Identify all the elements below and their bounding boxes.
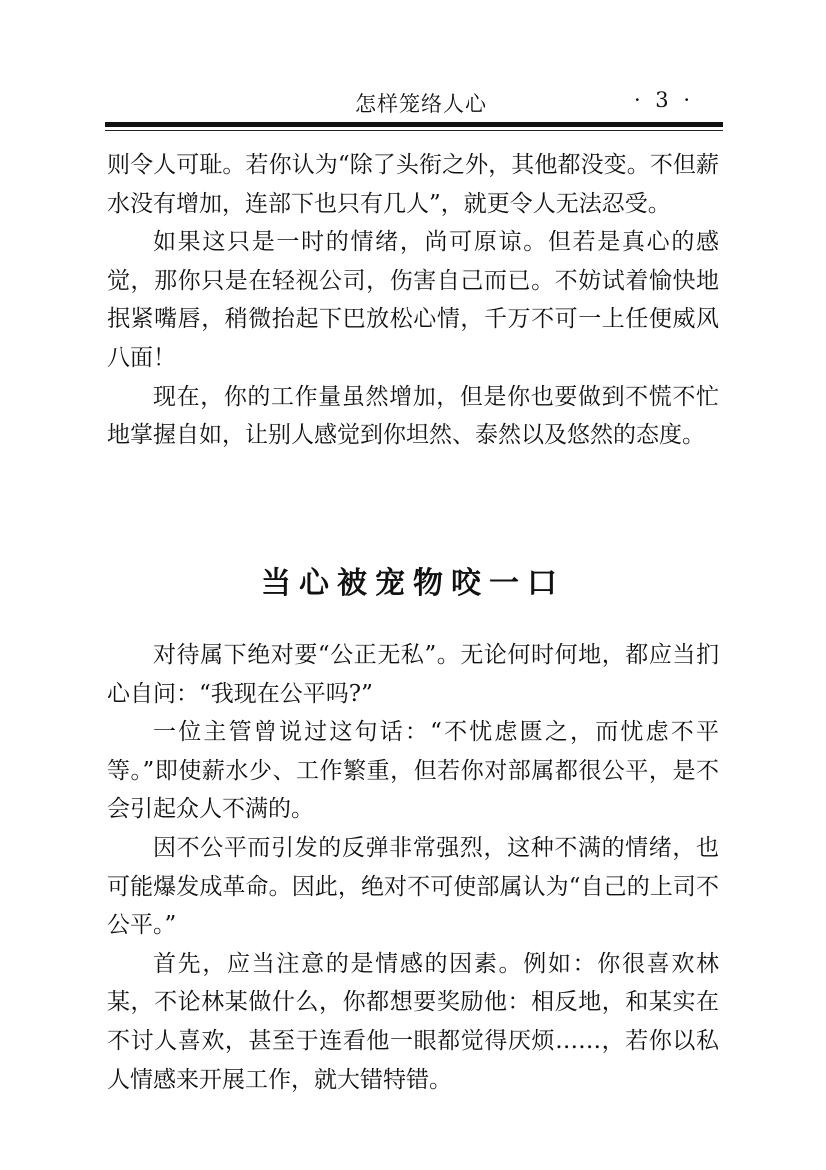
text-block-section	[107, 636, 719, 1099]
text-block-continued	[107, 146, 719, 455]
paragraph: 现在，你的工作量虽然增加，但是你也要做到不慌不忙地掌握自如，让别人感觉到你坦然、泰然以及悠然的态度。	[107, 383, 719, 449]
paragraph: 因不公平而引发的反弹非常强烈，这种不满的情绪，也可能爆发成革命。因此，绝对不可使部属认为“自己的上司不公平。”	[107, 834, 719, 939]
header-rule-thick	[105, 122, 723, 127]
paragraph: 首先，应当注意的是情感的因素。例如：你很喜欢林某，不论林某做什么，你都想要奖励他：相反地，和某实在不讨人喜欢，甚至于连看他一眼都觉得厌烦……，若你以私人情感来开展工作，就大错特错。	[107, 950, 719, 1093]
running-header	[105, 86, 720, 122]
paragraph: 对待属下绝对要“公正无私”。无论何时何地，都应当扪心自问：“我现在公平吗?”	[107, 642, 719, 707]
page-number: · 3 ·	[633, 88, 694, 112]
paragraph: 则令人可耻。若你认为“除了头衔之外，其他都没变。不但薪水没有增加，连部下也只有几人”，就更令人无法忍受。	[107, 152, 719, 217]
section-heading: 当心被宠物咬一口	[261, 566, 565, 601]
header-rule-thin	[105, 130, 723, 131]
paragraph: 如果这只是一时的情绪，尚可原谅。但若是真心的感觉，那你只是在轻视公司，伤害自己而已。不妨试着愉快地抿紧嘴唇，稍微抬起下巴放松心情，千万不可一上任便威风八面！	[107, 229, 719, 371]
running-title: 怎样笼络人心	[355, 92, 487, 116]
paragraph: 一位主管曾说过这句话：“不忧虑匮之，而忧虑不平等。”即使薪水少、工作繁重，但若你对部属都很公平，是不会引起众人不满的。	[107, 719, 719, 823]
